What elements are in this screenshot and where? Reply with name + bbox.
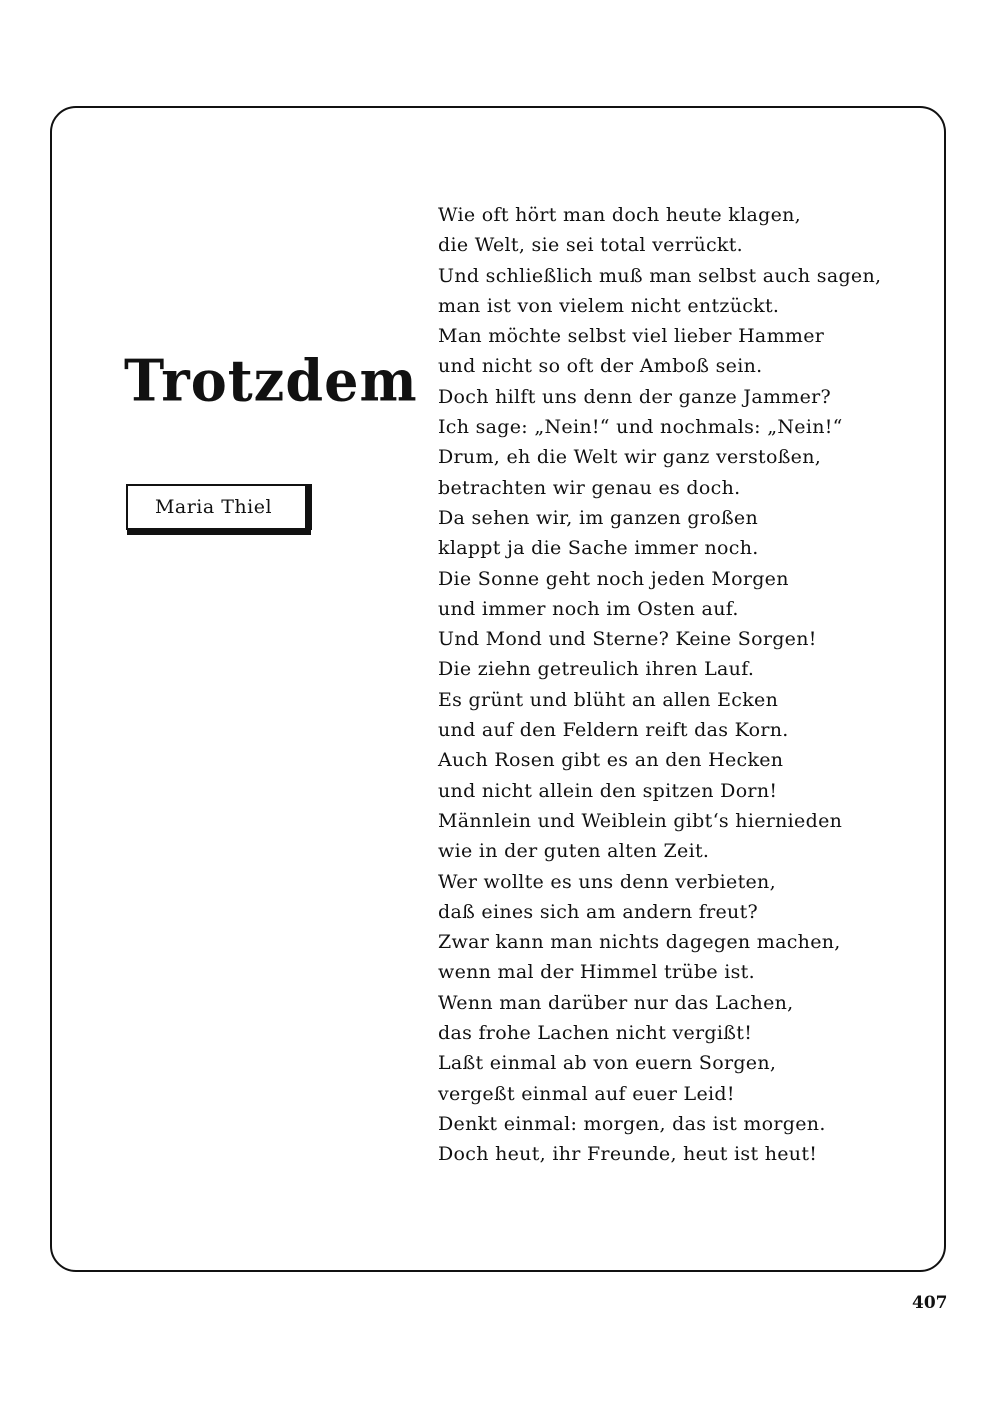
poem-line: Man möchte selbst viel lieber Hammer <box>438 325 825 348</box>
poem-title: Trotzdem <box>124 346 418 414</box>
poem-line: Wer wollte es uns denn verbieten, <box>438 870 776 893</box>
poem-line: Wenn man darüber nur das Lachen, <box>438 991 794 1014</box>
poem-line: Drum, eh die Welt wir ganz verstoßen, <box>438 446 822 469</box>
poem-line: Wie oft hört man doch heute klagen, <box>438 204 802 226</box>
poem-line: Denkt einmal: morgen, das ist morgen. <box>438 1112 826 1135</box>
poem-line: Die Sonne geht noch jeden Morgen <box>438 567 789 590</box>
author-name: Maria Thiel <box>154 496 273 518</box>
poem-line: und nicht allein den spitzen Dorn! <box>438 779 778 802</box>
poem-line: und nicht so oft der Amboß sein. <box>438 355 763 378</box>
poem-line: Laßt einmal ab von euern Sorgen, <box>438 1052 777 1075</box>
poem-line: und immer noch im Osten auf. <box>438 597 739 620</box>
poem-line: vergeßt einmal auf euer Leid! <box>438 1082 735 1105</box>
poem-line: Da sehen wir, im ganzen großen <box>438 506 759 529</box>
poem-line: das frohe Lachen nicht vergißt! <box>438 1022 753 1045</box>
author-box <box>126 484 312 530</box>
poem-line: man ist von vielem nicht entzückt. <box>438 294 780 317</box>
poem-line: wenn mal der Himmel trübe ist. <box>438 961 755 984</box>
poem-line: Männlein und Weiblein gibt‘s hiernieden <box>438 809 843 832</box>
poem-line: Ich sage: „Nein!“ und nochmals: „Nein!“ <box>438 416 843 439</box>
poem-line: die Welt, sie sei total verrückt. <box>438 234 744 257</box>
poem-line: und auf den Feldern reift das Korn. <box>438 719 789 742</box>
poem-line: betrachten wir genau es doch. <box>438 476 741 499</box>
poem-line: Es grünt und blüht an allen Ecken <box>438 688 779 711</box>
poem-text <box>438 200 881 1170</box>
poem-line: Und Mond und Sterne? Keine Sorgen! <box>438 628 817 651</box>
poem-line: Auch Rosen gibt es an den Hecken <box>438 749 784 772</box>
page-number: 407 <box>912 1293 948 1313</box>
poem-line: Und schließlich muß man selbst auch sagen, <box>438 264 882 287</box>
poem-line: wie in der guten alten Zeit. <box>438 840 710 863</box>
poem-line: daß eines sich am andern freut? <box>438 900 758 923</box>
poem-line: Zwar kann man nichts dagegen machen, <box>438 931 841 954</box>
poem-line: Die ziehn getreulich ihren Lauf. <box>438 658 755 681</box>
poem-line: Doch heut, ihr Freunde, heut ist heut! <box>438 1143 818 1166</box>
poem-line: Doch hilft uns denn der ganze Jammer? <box>438 385 832 408</box>
poem-line: klappt ja die Sache immer noch. <box>438 537 759 560</box>
